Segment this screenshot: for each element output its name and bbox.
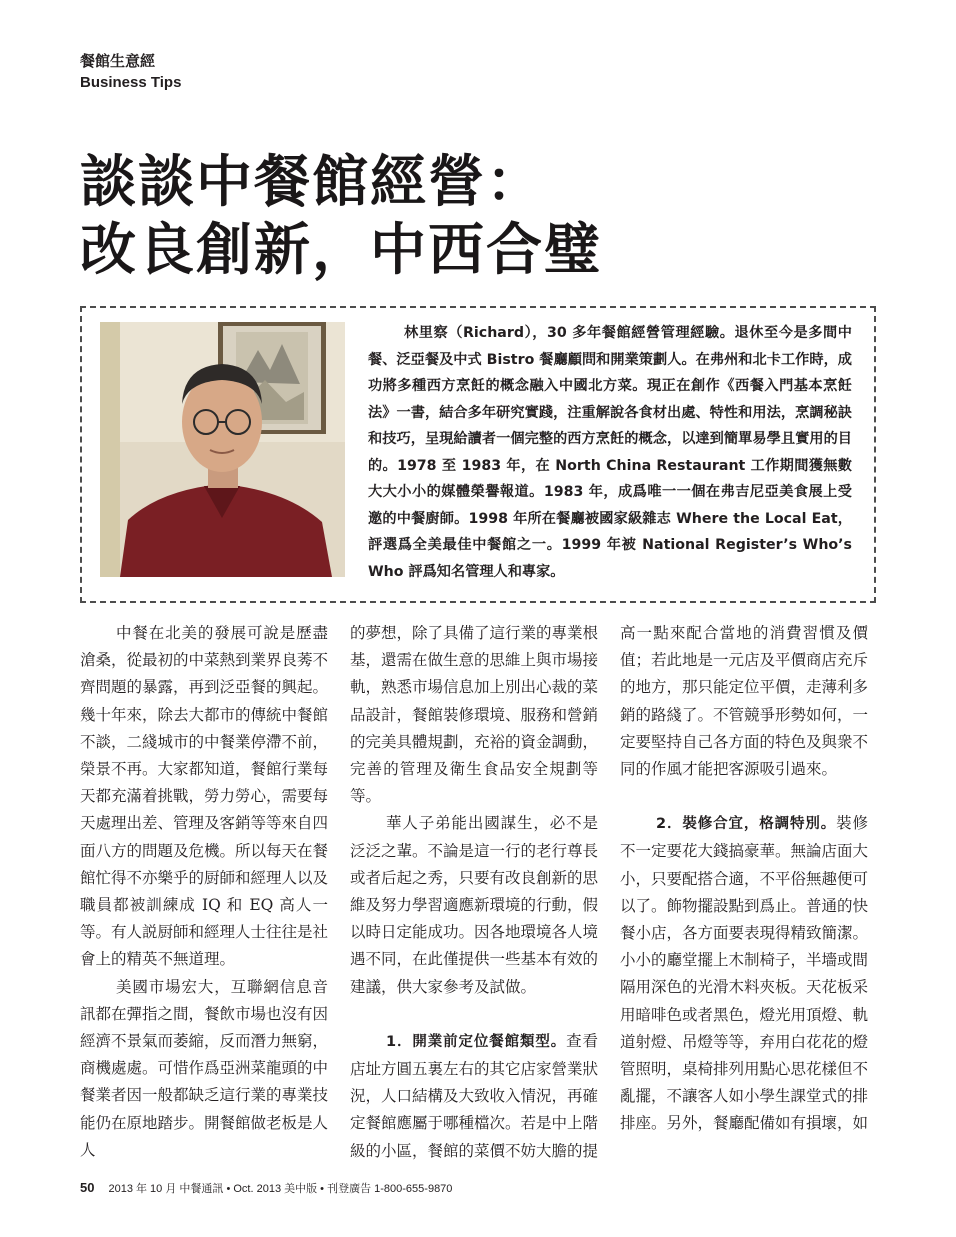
paragraph-gap bbox=[350, 1001, 598, 1028]
author-bio-box bbox=[80, 306, 876, 603]
paragraph: 的夢想，除了具備了這行業的專業根基，還需在做生意的思維上與市場接軌，熟悉市場信息加上別出心裁的菜品設計，餐館裝修環境、服務和營銷的完美具體規劃，充裕的資金調動，完善的管理及衛生食品安全規劃等等。 bbox=[350, 624, 599, 806]
footer-text: 2013 年 10 月 中餐通訊 • Oct. 2013 美中版 • 刊登廣告 1-800-655-9870 bbox=[108, 1183, 453, 1195]
page-number: 50 bbox=[80, 1180, 95, 1195]
paragraph bbox=[620, 810, 868, 1137]
paragraph bbox=[350, 1028, 598, 1165]
paragraph-text: 查看店址方圓五裏左右的其它店家營業狀況，人口結構及大致收入情況，再確定餐館應屬于哪種檔次。若是中上階級的小區，餐館的菜價不妨大膽的提 bbox=[350, 1031, 599, 1160]
section-heading-2: 2．裝修合宜，格調特別。 bbox=[656, 816, 837, 833]
paragraph: 美國市場宏大，互聯網信息音訊都在彈指之間，餐飲市場也沒有因經濟不景氣而萎縮，反而潛力無窮，商機處處。可惜作爲亞洲菜龍頭的中餐業者因一般都缺乏這行業的專業技能仍在原地踏步。開餐館做老板是人人 bbox=[80, 977, 329, 1159]
paragraph: 高一點來配合當地的消費習慣及價值；若此地是一元店及平價商店充斥的地方，那只能定位平價，走薄利多銷的路綫了。不管競爭形勢如何，一定要堅持自己各方面的特色及與衆不同的作風才能把客源吸引過來。 bbox=[620, 624, 869, 779]
paragraph: 中餐在北美的發展可說是歷盡滄桑，從最初的中菜熱到業界良莠不齊問題的暴露，再到泛亞餐的興起。幾十年來，除去大都市的傳統中餐館不談，二綫城市的中餐業停滯不前，榮景不再。大家都知道，餐館行業每天都充滿着挑戰，勞力勞心，需要每天處理出差、管理及客銷等等來自四面八方的問題及危機。所以每天在餐館忙得不亦樂乎的厨師和經理人以及職員都被訓練成 IQ 和 EQ 高人一等。有人説厨師和經理人士往往是社會上的精英不無道理。 bbox=[80, 624, 329, 969]
article-title bbox=[80, 148, 880, 284]
section-heading-1: 1．開業前定位餐館類型。 bbox=[386, 1033, 567, 1050]
article-column-3 bbox=[620, 620, 868, 1138]
paragraph: 華人子弟能出國謀生，必不是泛泛之輩。不論是這一行的老行尊長或者后起之秀，只要有改良創新的思維及努力學習適應新環境的行動，假以時日定能成功。因各地環境各人境遇不同，在此僅提供一些基本有效的建議，供大家參考及試做。 bbox=[350, 814, 599, 996]
paragraph-text: 裝修不一定要花大錢搞豪華。無論店面大小，只要配搭合適，不平俗無趣便可以了。飾物擺設點到爲止。普通的快餐小店，各方面要表現得精致簡潔。小小的廳堂擺上木制椅子，半墻或間隔用深色的光滑木料夾板。天花板采用暗啡色或者黑色，燈光用頂燈、軌道射燈、吊燈等等，弃用白花花的燈管照明，桌椅排列用點心思花樣但不亂擺，不讓客人如小學生課堂式的排排座。另外，餐廳配備如有損壞，如 bbox=[620, 814, 869, 1133]
paragraph-gap bbox=[620, 783, 868, 810]
article-column-2 bbox=[350, 620, 598, 1165]
author-portrait-icon bbox=[100, 322, 345, 577]
page-footer bbox=[80, 1180, 452, 1196]
section-title-zh: 餐館生意經 bbox=[80, 52, 156, 70]
article-title-line-1: 談談中餐館經營： bbox=[80, 149, 544, 215]
section-title-en: Business Tips bbox=[80, 74, 182, 91]
author-bio-text: 林里察（Richard），30 多年餐館經營管理經驗。退休至今是多間中餐、泛亞餐及中式 Bistro 餐廳顧問和開業策劃人。在弗州和北卡工作時，成功將多種西方烹飪的概念融入中國北方菜。現正在創作《西餐入門基本烹飪法》一書，結合多年研究實踐，注重解說各食材出處、特性和用法，烹調秘訣和技巧，呈現給讀者一個完整的西方烹飪的概念，以達到簡單易學且實用的目的。1978 至 1983 年，在 North China Restaurant 工作期間獲無數大大小小的媒體榮譽報道。1983 年，成爲唯一一個在弗吉尼亞美食展上受邀的中餐廚師。1998 年所在餐廳被國家級雜志 Where the Local Eat，評選爲全美最佳中餐館之一。1999 年被 National Register’s Who’s Who 評爲知名管理人和專家。 bbox=[368, 325, 852, 580]
article-title-line-2: 改良創新，中西合璧 bbox=[80, 217, 602, 283]
article-column-1 bbox=[80, 620, 328, 1164]
